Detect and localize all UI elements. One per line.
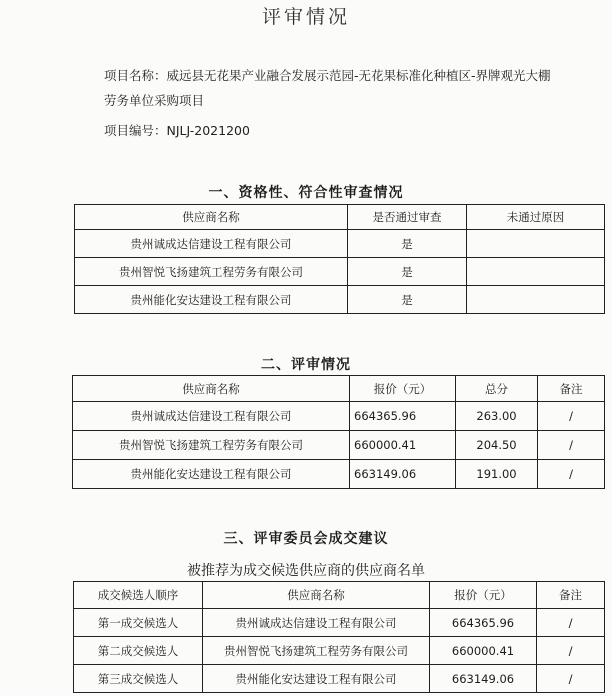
quoted-price: 663149.06 [350,460,456,489]
evaluation-table [72,375,605,489]
supplier-name: 贵州智悦飞扬建筑工程劳务有限公司 [75,258,348,286]
column-header: 备注 [538,376,605,402]
candidate-table [73,581,605,693]
column-header: 总分 [456,376,538,402]
section3-heading: 三、评审委员会成交建议 [223,531,389,547]
remark: / [538,402,605,431]
column-header: 是否通过审查 [348,205,467,230]
supplier-name: 贵州诚成达信建设工程有限公司 [75,230,348,258]
table-row [75,230,605,258]
table-row [73,431,605,460]
fail-reason [467,286,605,314]
total-score: 263.00 [456,402,538,431]
table-header-row [75,205,605,230]
table-row [73,460,605,489]
total-score: 191.00 [456,460,538,489]
quoted-price: 663149.06 [430,665,537,693]
quoted-price: 664365.96 [430,609,537,637]
page-title: 评审情况 [261,6,350,28]
column-header: 成交候选人顺序 [74,582,203,609]
remark: / [538,431,605,460]
total-score: 204.50 [456,431,538,460]
fail-reason [467,258,605,286]
supplier-name: 贵州诚成达信建设工程有限公司 [203,609,430,637]
section1-heading: 一、资格性、符合性审查情况 [208,185,404,201]
project-number: 项目编号：NJLJ-2021200 [104,123,250,138]
column-header: 备注 [537,582,605,609]
supplier-name: 贵州智悦飞扬建筑工程劳务有限公司 [73,431,350,460]
column-header: 供应商名称 [73,376,350,402]
supplier-name: 贵州能化安达建设工程有限公司 [203,665,430,693]
quoted-price: 660000.41 [430,637,537,665]
supplier-name: 贵州能化安达建设工程有限公司 [75,286,348,314]
column-header: 报价（元） [430,582,537,609]
passed-review: 是 [348,286,467,314]
table-row [74,665,605,693]
passed-review: 是 [348,230,467,258]
remark: / [537,609,605,637]
table-row [74,609,605,637]
candidate-rank: 第一成交候选人 [74,609,203,637]
table-row [74,637,605,665]
fail-reason [467,230,605,258]
supplier-name: 贵州智悦飞扬建筑工程劳务有限公司 [203,637,430,665]
supplier-name: 贵州能化安达建设工程有限公司 [73,460,350,489]
project-name-line1: 项目名称：威远县无花果产业融合发展示范园-无花果标准化种植区-界牌观光大棚 [104,68,551,83]
column-header: 供应商名称 [75,205,348,230]
column-header: 供应商名称 [203,582,430,609]
section2-heading: 二、评审情况 [261,357,351,373]
supplier-name: 贵州诚成达信建设工程有限公司 [73,402,350,431]
qualification-table [74,204,605,314]
candidate-rank: 第二成交候选人 [74,637,203,665]
table-row [75,258,605,286]
table-row [75,286,605,314]
candidate-list-subheading: 被推荐为成交候选供应商的供应商名单 [187,563,425,579]
remark: / [537,637,605,665]
table-header-row [74,582,605,609]
table-header-row [73,376,605,402]
passed-review: 是 [348,258,467,286]
candidate-rank: 第三成交候选人 [74,665,203,693]
remark: / [538,460,605,489]
column-header: 报价（元） [350,376,456,402]
project-name-line2: 劳务单位采购项目 [104,93,205,108]
table-row [73,402,605,431]
remark: / [537,665,605,693]
quoted-price: 664365.96 [350,402,456,431]
quoted-price: 660000.41 [350,431,456,460]
column-header: 未通过原因 [467,205,605,230]
